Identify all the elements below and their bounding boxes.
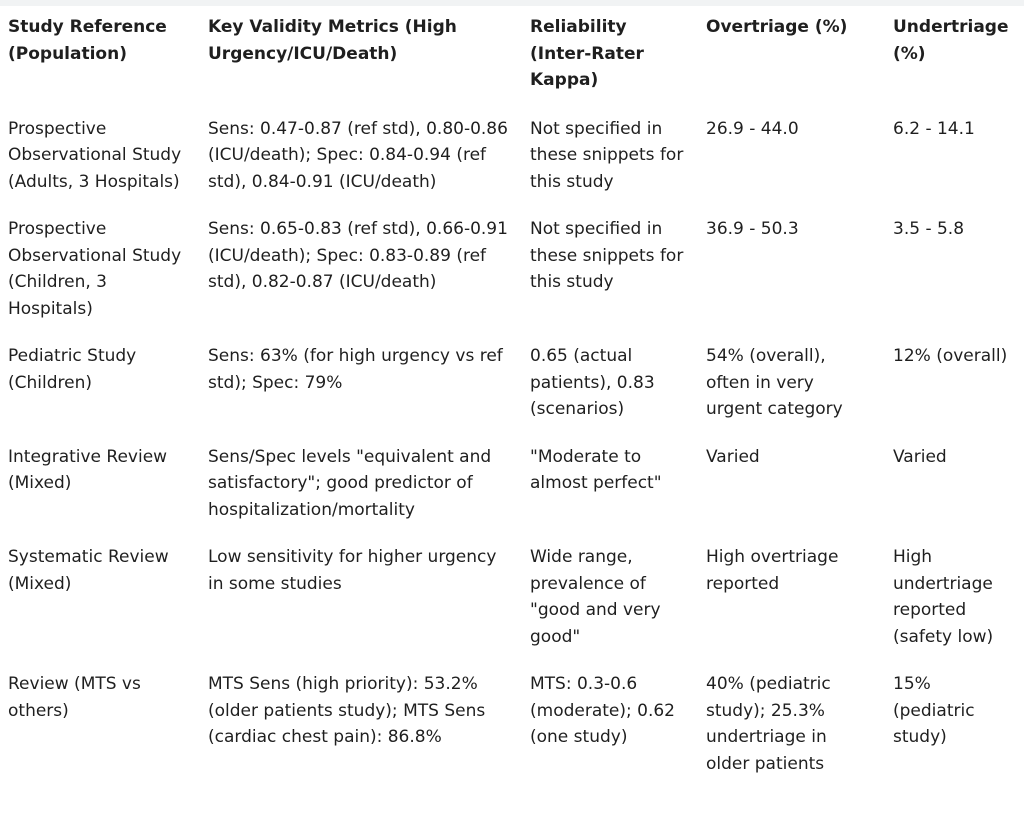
cell-validity-metrics: Sens: 63% (for high urgency vs ref std); Spec: 79% <box>208 346 503 393</box>
table-row <box>0 116 1024 217</box>
cell-reliability: Wide range, prevalence of "good and very good" <box>530 547 661 647</box>
table-row <box>0 343 1024 444</box>
cell-reliability: 0.65 (actual patients), 0.83 (scenarios) <box>530 346 655 419</box>
cell-study-reference: Integrative Review (Mixed) <box>8 446 168 493</box>
cell-undertriage: Varied <box>893 446 947 467</box>
cell-validity-metrics: Sens/Spec levels "equivalent and satisfactory"; good predictor of hospitalization/mortality <box>208 446 492 520</box>
cell-undertriage: 3.5 - 5.8 <box>893 219 965 239</box>
cell-overtriage: 36.9 - 50.3 <box>706 219 799 239</box>
table-row <box>0 544 1024 671</box>
cell-reliability: "Moderate to almost perfect" <box>530 446 662 493</box>
cell-overtriage: Varied <box>706 446 760 467</box>
cell-study-reference: Pediatric Study (Children) <box>8 346 137 393</box>
cell-overtriage: 54% (overall), often in very urgent category <box>706 346 843 419</box>
header-reliability: Reliability (Inter-Rater Kappa) <box>530 17 644 90</box>
header-overtriage: Overtriage (%) <box>706 17 848 37</box>
table-header <box>0 14 1024 116</box>
table-row <box>0 444 1024 545</box>
cell-validity-metrics: Sens: 0.47-0.87 (ref std), 0.80-0.86 (ICU/death); Spec: 0.84-0.94 (ref std), 0.84-0.91 (ICU/death) <box>208 118 508 192</box>
cell-undertriage: High undertriage reported (safety low) <box>893 547 994 647</box>
cell-study-reference: Prospective Observational Study (Children, 3 Hospitals) <box>8 219 182 319</box>
cell-undertriage: 12% (overall) <box>893 346 1008 366</box>
cell-overtriage: 26.9 - 44.0 <box>706 118 799 139</box>
cell-overtriage: 40% (pediatric study); 25.3% undertriage in older patients <box>706 674 831 774</box>
cell-study-reference: Review (MTS vs others) <box>8 674 141 721</box>
triage-comparison-table <box>0 14 1024 777</box>
cell-undertriage: 6.2 - 14.1 <box>893 118 975 139</box>
cell-study-reference: Prospective Observational Study (Adults, 3 Hospitals) <box>8 118 182 192</box>
header-validity-metrics: Key Validity Metrics (High Urgency/ICU/Death) <box>208 17 457 64</box>
header-undertriage: Undertriage (%) <box>893 17 1009 64</box>
cell-overtriage: High overtriage reported <box>706 547 839 594</box>
cell-reliability: Not specified in these snippets for this study <box>530 219 684 292</box>
top-strip <box>0 0 1024 6</box>
table-body <box>0 116 1024 778</box>
cell-undertriage: 15% (pediatric study) <box>893 674 975 747</box>
cell-validity-metrics: MTS Sens (high priority): 53.2% (older patients study); MTS Sens (cardiac chest pain): 86.8% <box>208 674 486 747</box>
cell-reliability: Not specified in these snippets for this study <box>530 118 684 192</box>
table-row <box>0 671 1024 777</box>
header-row <box>0 14 1024 116</box>
cell-study-reference: Systematic Review (Mixed) <box>8 547 169 594</box>
cell-reliability: MTS: 0.3-0.6 (moderate); 0.62 (one study) <box>530 674 675 747</box>
table-row <box>0 216 1024 343</box>
cell-validity-metrics: Sens: 0.65-0.83 (ref std), 0.66-0.91 (ICU/death); Spec: 0.83-0.89 (ref std), 0.82-0.87 (ICU/death) <box>208 219 508 292</box>
header-study-reference: Study Reference (Population) <box>8 17 167 64</box>
cell-validity-metrics: Low sensitivity for higher urgency in some studies <box>208 547 497 594</box>
